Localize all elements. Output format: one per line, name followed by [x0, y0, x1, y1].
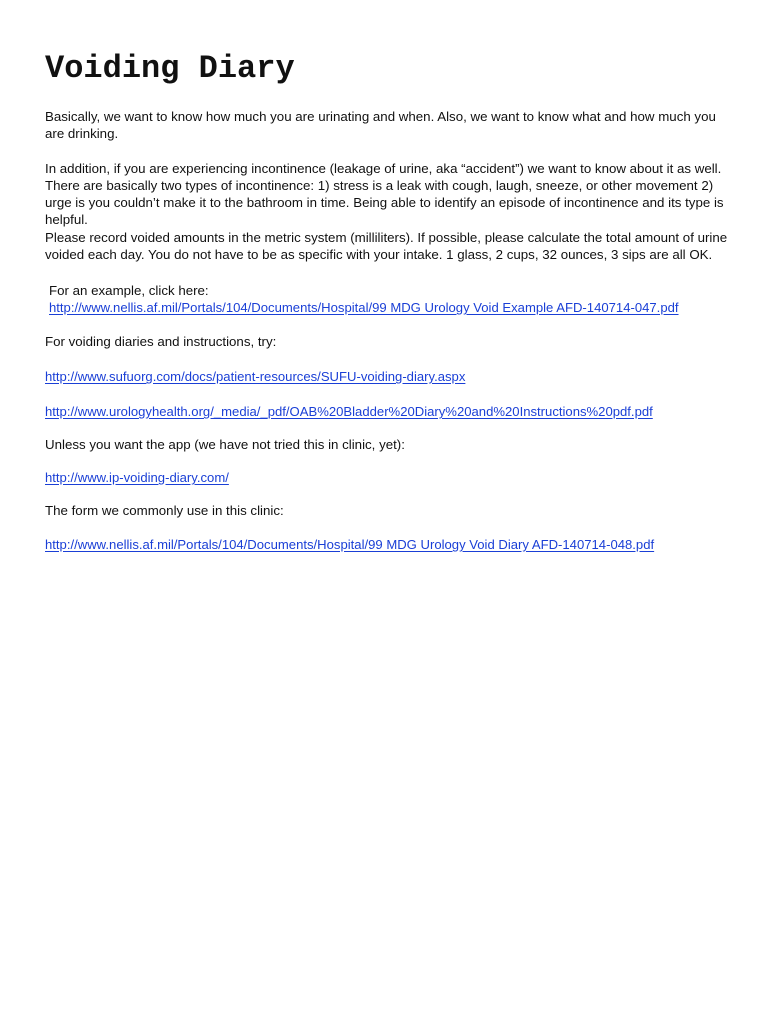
instructions-label: For voiding diaries and instructions, try: [45, 334, 277, 349]
incontinence-paragraph: In addition, if you are experiencing incontinence (leakage of urine, aka “accident”) we want to know about it as well. There are basically two types of incontinence: 1) stress is a leak with cough, laugh, sneeze, or other movement 2) urge is you couldn’t make it to the bathroom in time. Being able to identify an episode of incontinence and its type is helpful. [45, 161, 724, 227]
clinic-form-link[interactable]: http://www.nellis.af.mil/Portals/104/Documents/Hospital/99 MDG Urology Void Diary AFD-140714-048.pdf [45, 537, 655, 552]
example-link[interactable]: http://www.nellis.af.mil/Portals/104/Documents/Hospital/99 MDG Urology Void Example AFD-140714-047.pdf [49, 300, 679, 315]
example-label: For an example, click here: [49, 283, 209, 298]
intro-paragraph: Basically, we want to know how much you are urinating and when. Also, we want to know what and how much you are drinking. [45, 109, 716, 141]
app-label: Unless you want the app (we have not tried this in clinic, yet): [45, 437, 405, 452]
app-link[interactable]: http://www.ip-voiding-diary.com/ [45, 470, 229, 485]
page-title: Voiding Diary [45, 50, 295, 87]
urologyhealth-diary-link[interactable]: http://www.urologyhealth.org/_media/_pdf/OAB%20Bladder%20Diary%20and%20Instructions%20pdf.pdf [45, 404, 653, 419]
metric-paragraph: Please record voided amounts in the metric system (milliliters). If possible, please calculate the total amount of urine voided each day. You do not have to be as specific with your intake. 1 glass, 2 cups, 32 ounces, 3 sips are all OK. [45, 230, 728, 262]
clinic-form-label: The form we commonly use in this clinic: [45, 503, 284, 518]
sufu-diary-link[interactable]: http://www.sufuorg.com/docs/patient-resources/SUFU-voiding-diary.aspx [45, 369, 466, 384]
